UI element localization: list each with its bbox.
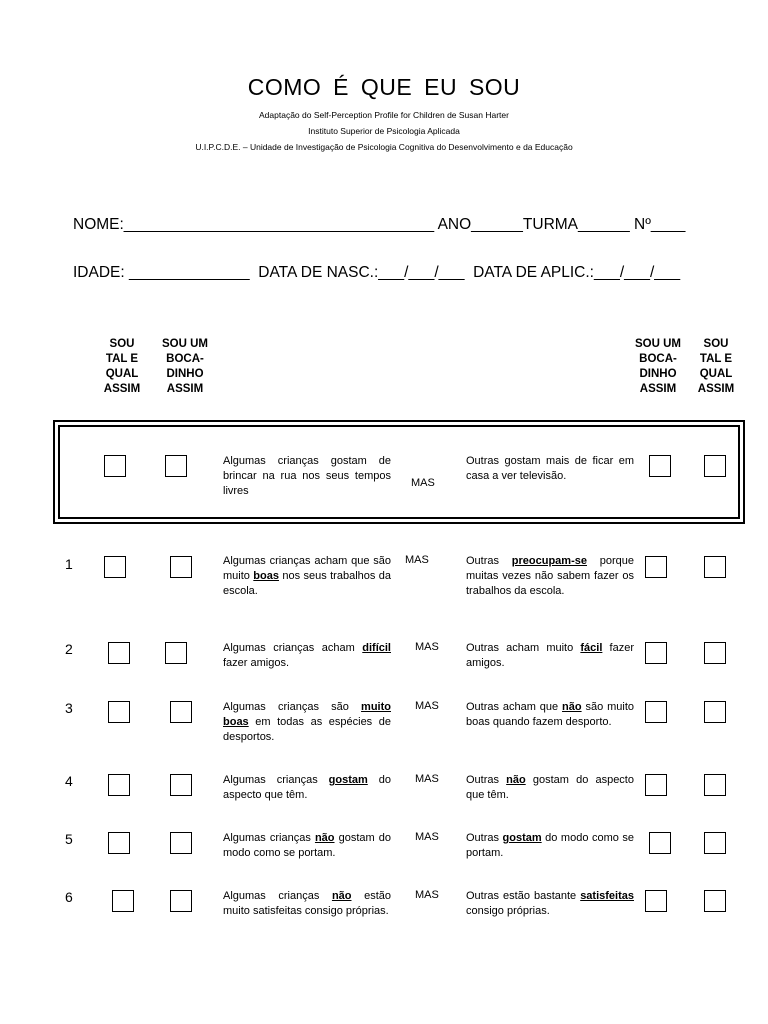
statement-text: fazer amigos. — [466, 642, 634, 669]
item-3-mas-label: MAS — [415, 700, 439, 712]
column-head-text: SOU TAL E QUAL ASSIM — [103, 338, 141, 395]
item-6-right-statement — [466, 889, 634, 919]
column-head-right-sort-of — [628, 337, 688, 397]
item-3-checkbox-left-really[interactable] — [108, 701, 130, 723]
example-mas-label: MAS — [411, 477, 435, 489]
item-2-mas-label: MAS — [415, 641, 439, 653]
item-6-checkbox-left-sort-of[interactable] — [170, 890, 192, 912]
item-1-checkbox-left-really[interactable] — [104, 556, 126, 578]
statement-text: fazer amigos. — [223, 657, 290, 669]
statement-text: estão muito satisfeitas consigo próprias. — [223, 890, 391, 917]
item-4-checkbox-left-really[interactable] — [108, 774, 130, 796]
item-2-right-statement — [466, 641, 634, 671]
example-right-statement: Outras gostam mais de ficar em casa a ver televisão. — [466, 455, 634, 482]
item-5-checkbox-left-sort-of[interactable] — [170, 832, 192, 854]
item-2-checkbox-right-sort-of[interactable] — [645, 642, 667, 664]
example-frame-inner — [58, 425, 740, 519]
column-head-left-really — [92, 337, 152, 397]
item-3-checkbox-left-sort-of[interactable] — [170, 701, 192, 723]
statement-text: Algumas crianças acham que são muito — [223, 555, 391, 582]
item-5-checkbox-left-really[interactable] — [108, 832, 130, 854]
statement-text: Outras acham que — [466, 701, 563, 713]
example-checkbox-left-really[interactable] — [104, 455, 126, 477]
item-6-checkbox-left-really[interactable] — [112, 890, 134, 912]
statement-emphasis: difícil — [362, 642, 391, 654]
form-title: COMO É QUE EU SOU — [247, 74, 521, 100]
statement-text: do aspecto que têm. — [223, 774, 391, 801]
example-checkbox-left-sort-of[interactable] — [165, 455, 187, 477]
item-2-checkbox-right-really[interactable] — [704, 642, 726, 664]
item-number: 4 — [65, 773, 73, 789]
identification-line-name[interactable]: NOME:____________________________________ ANO______TURMA______ Nº____ — [73, 216, 686, 233]
statement-emphasis: não — [562, 701, 582, 713]
item-2-checkbox-left-really[interactable] — [108, 642, 130, 664]
item-1-checkbox-right-sort-of[interactable] — [645, 556, 667, 578]
statement-text: Outras estão bastante — [466, 890, 581, 902]
statement-text: gostam do aspecto que têm. — [466, 774, 634, 801]
statement-text: consigo próprias. — [466, 905, 550, 917]
item-3-checkbox-right-sort-of[interactable] — [645, 701, 667, 723]
statement-text: nos seus trabalhos da escola. — [223, 570, 391, 597]
item-6-left-statement — [223, 889, 391, 919]
item-1-mas-label: MAS — [405, 554, 429, 566]
item-4-right-statement — [466, 773, 634, 803]
item-4-left-statement — [223, 773, 391, 803]
statement-emphasis: satisfeitas — [580, 890, 634, 902]
item-4-checkbox-right-sort-of[interactable] — [645, 774, 667, 796]
item-1-checkbox-right-really[interactable] — [704, 556, 726, 578]
item-6-mas-label: MAS — [415, 889, 439, 901]
column-head-text: SOU UM BOCA- DINHO ASSIM — [162, 338, 208, 395]
item-5-checkbox-right-sort-of[interactable] — [649, 832, 671, 854]
item-1-checkbox-left-sort-of[interactable] — [170, 556, 192, 578]
example-checkbox-right-really[interactable] — [704, 455, 726, 477]
item-5-checkbox-right-really[interactable] — [704, 832, 726, 854]
item-5-right-statement — [466, 831, 634, 861]
column-head-right-really — [686, 337, 746, 397]
statement-emphasis: boas — [253, 570, 279, 582]
item-number: 2 — [65, 641, 73, 657]
item-5-mas-label: MAS — [415, 831, 439, 843]
statement-emphasis: preocupam-se — [511, 555, 587, 567]
column-head-left-sort-of — [155, 337, 215, 397]
identification-line-dates[interactable]: IDADE: ______________ DATA DE NASC.:___/___/___ DATA DE APLIC.:___/___/___ — [73, 264, 681, 281]
statement-emphasis: não — [314, 832, 335, 844]
column-head-text: SOU UM BOCA- DINHO ASSIM — [635, 338, 681, 395]
statement-text: Algumas crianças — [223, 774, 329, 786]
statement-emphasis: fácil — [580, 642, 603, 654]
item-number: 1 — [65, 556, 73, 572]
item-1-right-statement — [466, 554, 634, 599]
statement-emphasis: gostam — [328, 774, 368, 786]
statement-text: do modo como se portam. — [466, 832, 634, 859]
statement-text: Algumas crianças são — [223, 701, 362, 713]
example-left-statement: Algumas crianças gostam de brincar na rua nos seus tempos livres — [223, 455, 391, 497]
statement-text: Algumas crianças acham — [223, 642, 363, 654]
item-2-left-statement — [223, 641, 391, 671]
statement-text: gostam do modo como se portam. — [223, 832, 392, 859]
statement-text: Outras — [466, 555, 512, 567]
statement-emphasis: não — [331, 890, 352, 902]
statement-text: Outras — [466, 774, 507, 786]
form-subtitle-adaptation: Adaptação do Self-Perception Profile for Children de Susan Harter — [259, 110, 509, 120]
item-5-left-statement — [223, 831, 391, 861]
statement-text: Algumas crianças — [223, 832, 315, 844]
statement-emphasis: muito boas — [223, 701, 391, 728]
item-number: 6 — [65, 889, 73, 905]
item-1-left-statement — [223, 554, 391, 599]
item-3-right-statement — [466, 700, 634, 730]
item-number: 3 — [65, 700, 73, 716]
form-subtitle-unit: U.I.P.C.D.E. – Unidade de Investigação de Psicologia Cognitiva do Desenvolvimento e da Educação — [195, 142, 573, 152]
item-4-mas-label: MAS — [415, 773, 439, 785]
item-number: 5 — [65, 831, 73, 847]
item-6-checkbox-right-really[interactable] — [704, 890, 726, 912]
item-4-checkbox-right-really[interactable] — [704, 774, 726, 796]
form-subtitle-institute: Instituto Superior de Psicologia Aplicada — [308, 126, 460, 136]
column-head-text: SOU TAL E QUAL ASSIM — [697, 338, 735, 395]
statement-text: são muito boas quando fazem desporto. — [466, 701, 634, 728]
example-checkbox-right-sort-of[interactable] — [649, 455, 671, 477]
item-6-checkbox-right-sort-of[interactable] — [645, 890, 667, 912]
item-3-checkbox-right-really[interactable] — [704, 701, 726, 723]
item-2-checkbox-left-sort-of[interactable] — [165, 642, 187, 664]
statement-text: Algumas crianças — [223, 890, 332, 902]
statement-text: Outras acham muito — [466, 642, 581, 654]
statement-emphasis: não — [506, 774, 526, 786]
statement-emphasis: gostam — [502, 832, 542, 844]
item-3-left-statement — [223, 700, 391, 745]
statement-text: em todas as espécies de desportos. — [223, 716, 391, 743]
item-4-checkbox-left-sort-of[interactable] — [170, 774, 192, 796]
statement-text: Outras — [466, 832, 503, 844]
statement-text: porque muitas vezes não sabem fazer os trabalhos da escola. — [466, 555, 634, 597]
